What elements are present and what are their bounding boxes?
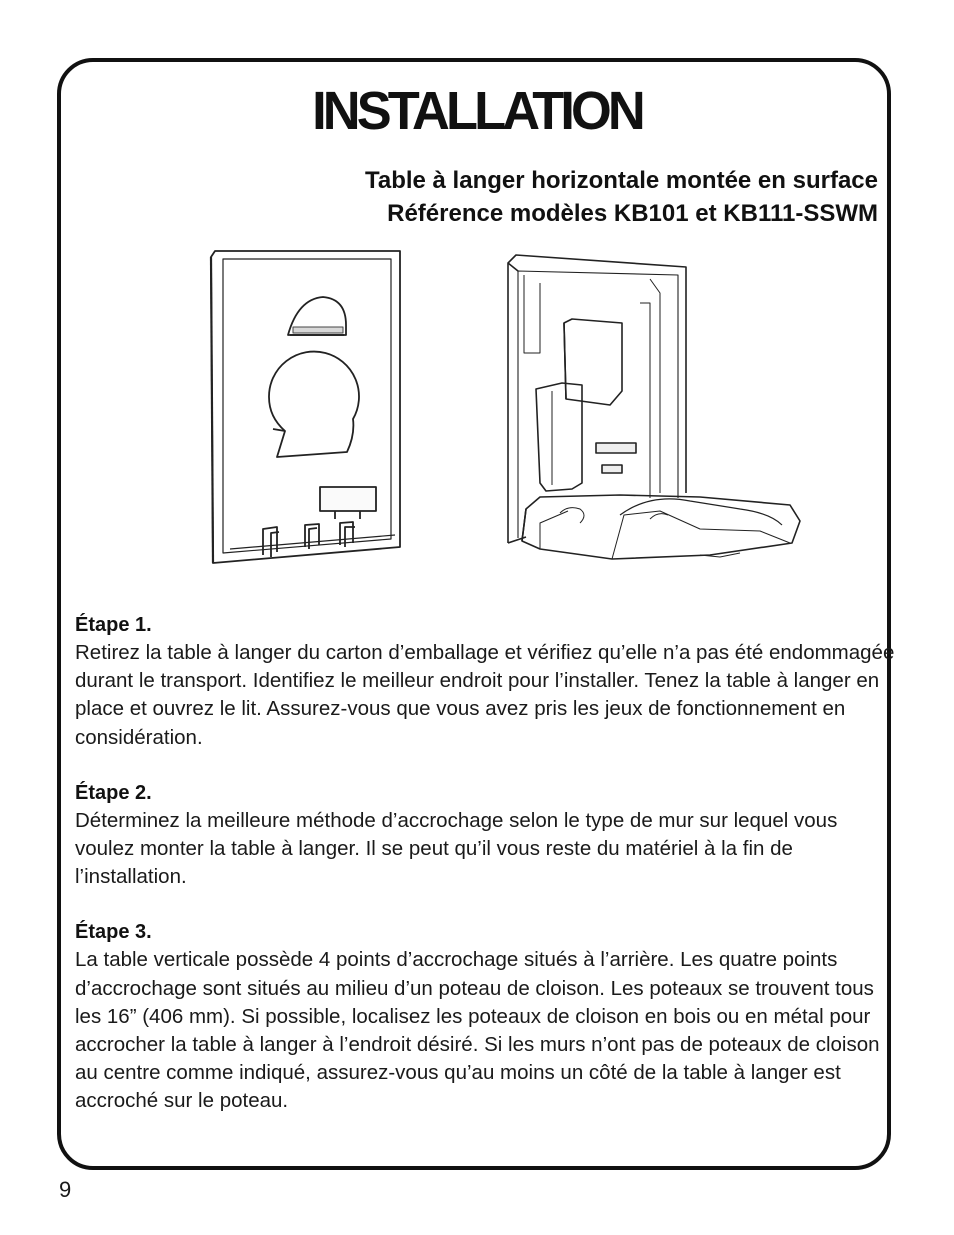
step-1 <box>75 611 895 752</box>
step-1-heading: Étape 1. <box>75 614 152 636</box>
installation-steps <box>75 611 895 1143</box>
changing-station-closed-illustration <box>205 247 405 577</box>
page-subtitle <box>365 164 878 230</box>
changing-station-open-illustration <box>500 253 810 588</box>
step-2-heading: Étape 2. <box>75 781 152 804</box>
step-3-heading: Étape 3. <box>75 921 152 944</box>
page-title: INSTALLATION <box>312 81 642 141</box>
step-2-text: Déterminez la meilleure méthode d’accrochage selon le type de mur sur lequel vous voulez monter la table à langer. Il se peut qu’il vous reste du matériel à la fin de l’installation. <box>75 808 838 889</box>
page-number: 9 <box>59 1177 72 1202</box>
step-3 <box>75 918 895 1115</box>
step-2 <box>75 779 895 892</box>
step-1-text: Retirez la table à langer du carton d’emballage et vérifiez qu’elle n’a pas été endommagée durant le transport. Identifiez le meilleur endroit pour l’installer. Tenez la table à langer en place et ouvrez le lit. Assurez-vous que vous avez pris les jeux de fonctionnement en considération. <box>75 641 895 749</box>
subtitle-line-2: Référence modèles KB101 et KB111-SSWM <box>387 200 878 227</box>
subtitle-line-1: Table à langer horizontale montée en surface <box>364 167 878 194</box>
step-3-text: La table verticale possède 4 points d’accrochage situés à l’arrière. Les quatre points d’accrochage sont situés au milieu d’un poteau de cloison. Les poteaux se trouvent tous les 16” (406 mm). Si possible, localisez les poteaux de cloison en bois ou en métal pour accrocher la table à langer à l’endroit désiré. Si les murs n’ont pas de poteaux de cloison au centre comme indiqué, assurez-vous qu’au moins un côté de la table à langer est accroché sur le poteau. <box>75 948 880 1113</box>
